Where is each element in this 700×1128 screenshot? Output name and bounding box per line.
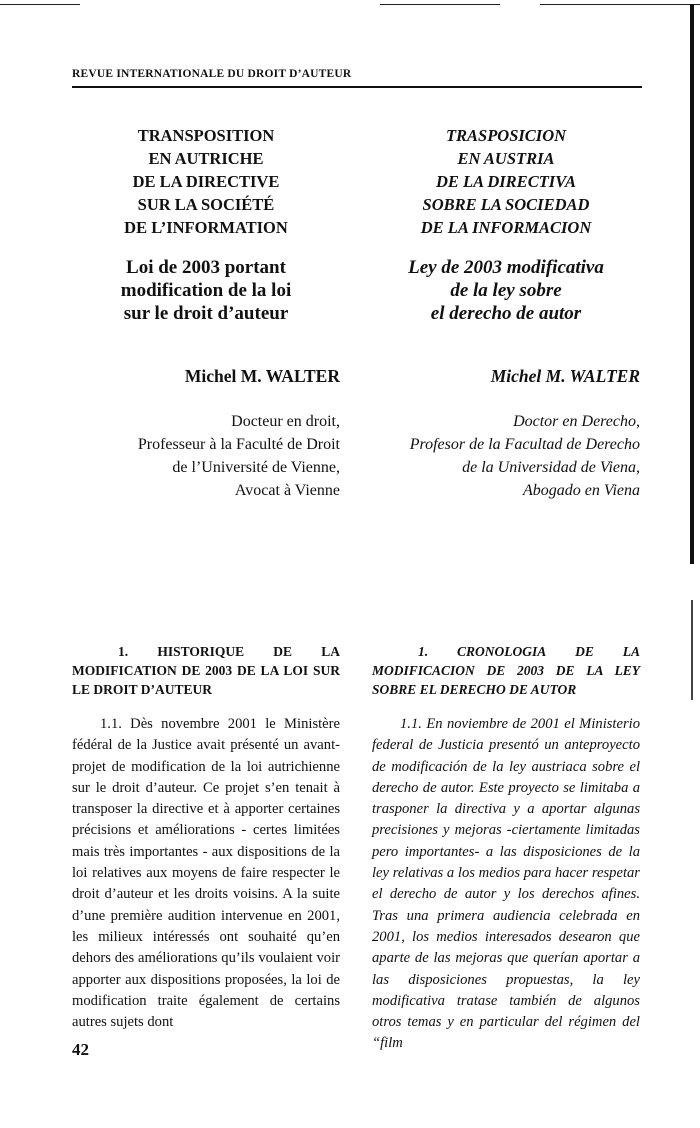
french-section-heading — [72, 642, 340, 699]
spanish-section-heading — [372, 642, 640, 699]
affiliation-line: Abogado en Viena — [522, 482, 640, 499]
subtitle-line: el derecho de autor — [430, 303, 582, 324]
spanish-author: Michel M. WALTER — [490, 366, 640, 386]
affiliation-line: de l’Université de Vienne, — [172, 459, 340, 476]
title-line: SOBRE LA SOCIEDAD — [422, 195, 590, 214]
french-subtitle — [72, 256, 340, 325]
subtitle-line: Ley de 2003 modificativa — [408, 257, 604, 278]
french-paragraph: 1.1. Dès novembre 2001 le Ministère fédéral de la Justice avait présenté un avant-projet de modification de la loi autrichienne sur le droit d’auteur. Ce projet s’en tenait à transposer la directive et à apporter certaines précisions et améliorations - certes limitées mais très importantes - aux dispositions de la loi relatives aux moyens de faire respecter le droit d’auteur et les droits voisins. A la suite d’une première audition intervenue en 2001, les milieux intéressés ont souhaité qu’en dehors des améliorations qu’ils voulaient voir apporter aux dispositions proposées, la loi de modification traite également de certains autres sujets dont — [72, 716, 340, 1031]
right-edge-bar — [690, 4, 694, 564]
header-rule — [72, 86, 642, 88]
section-word: DE — [273, 644, 293, 659]
section-number: 1. — [418, 644, 429, 659]
title-line: SUR LA SOCIÉTÉ — [137, 195, 275, 214]
right-edge-bar — [691, 600, 693, 700]
title-line: DE L’INFORMATION — [124, 218, 288, 237]
running-head: REVUE INTERNATIONALE DU DROIT D’AUTEUR — [72, 68, 352, 80]
subtitle-line: Loi de 2003 portant — [126, 257, 286, 278]
affiliation-line: de la Universidad de Viena, — [462, 459, 640, 476]
affiliation-line: Doctor en Derecho, — [513, 413, 640, 430]
title-line: DE LA INFORMACION — [420, 218, 592, 237]
section-heading-rest: MODIFICATION DE 2003 DE LA LOI SUR LE DROIT D’AUTEUR — [72, 663, 340, 697]
subtitle-line: sur le droit d’auteur — [123, 303, 289, 324]
title-line: EN AUSTRIA — [457, 149, 555, 168]
top-edge-line — [380, 4, 500, 5]
section-number: 1. — [118, 644, 129, 659]
spanish-subtitle — [372, 256, 640, 325]
section-word: HISTORIQUE — [157, 644, 245, 659]
subtitle-line: de la ley sobre — [450, 280, 562, 301]
subtitle-line: modification de la loi — [120, 280, 292, 301]
top-edge-line — [0, 4, 80, 5]
spanish-paragraph: 1.1. En noviembre de 2001 el Ministerio federal de Justicia presentó un anteproyecto de modificación de la ley austriaca sobre el derecho de autor. Este proyecto se limitaba a trasponer la directiva y a aportar algunas precisiones y mejoras -ciertamente limitadas pero importantes- a las disposiciones de la ley relativas a los medios para hacer respetar el derecho de autor y los derechos afines. Tras una primera audiencia celebrada en 2001, los medios interesados desearon que aparte de las mejoras que querían aportar a las disposiciones propuestas, la ley modificativa tratase también de algunos otros temas y en particular del régimen del “film — [372, 716, 640, 1052]
title-line: DE LA DIRECTIVA — [436, 172, 576, 191]
affiliation-line: Professeur à la Faculté de Droit — [137, 436, 340, 453]
affiliation-line: Profesor de la Facultad de Derecho — [409, 436, 640, 453]
french-author: Michel M. WALTER — [184, 366, 340, 386]
french-affiliation — [72, 410, 340, 502]
affiliation-line: Docteur en droit, — [231, 413, 340, 430]
spanish-title — [372, 124, 640, 239]
page-number: 42 — [72, 1040, 89, 1059]
title-line: EN AUTRICHE — [148, 149, 264, 168]
title-line: TRANSPOSITION — [137, 126, 275, 145]
section-word: LA — [622, 644, 640, 659]
section-word: LA — [321, 644, 340, 659]
section-word: CRONOLOGIA — [456, 644, 547, 659]
title-line: DE LA DIRECTIVE — [132, 172, 280, 191]
french-title — [72, 124, 340, 239]
section-heading-rest: MODIFICACION DE 2003 DE LA LEY SOBRE EL DERECHO DE AUTOR — [372, 663, 640, 697]
spanish-affiliation — [372, 410, 640, 502]
section-word: DE — [575, 644, 594, 659]
title-line: TRASPOSICION — [445, 126, 567, 145]
top-edge-line — [540, 4, 700, 5]
affiliation-line: Avocat à Vienne — [234, 482, 340, 499]
